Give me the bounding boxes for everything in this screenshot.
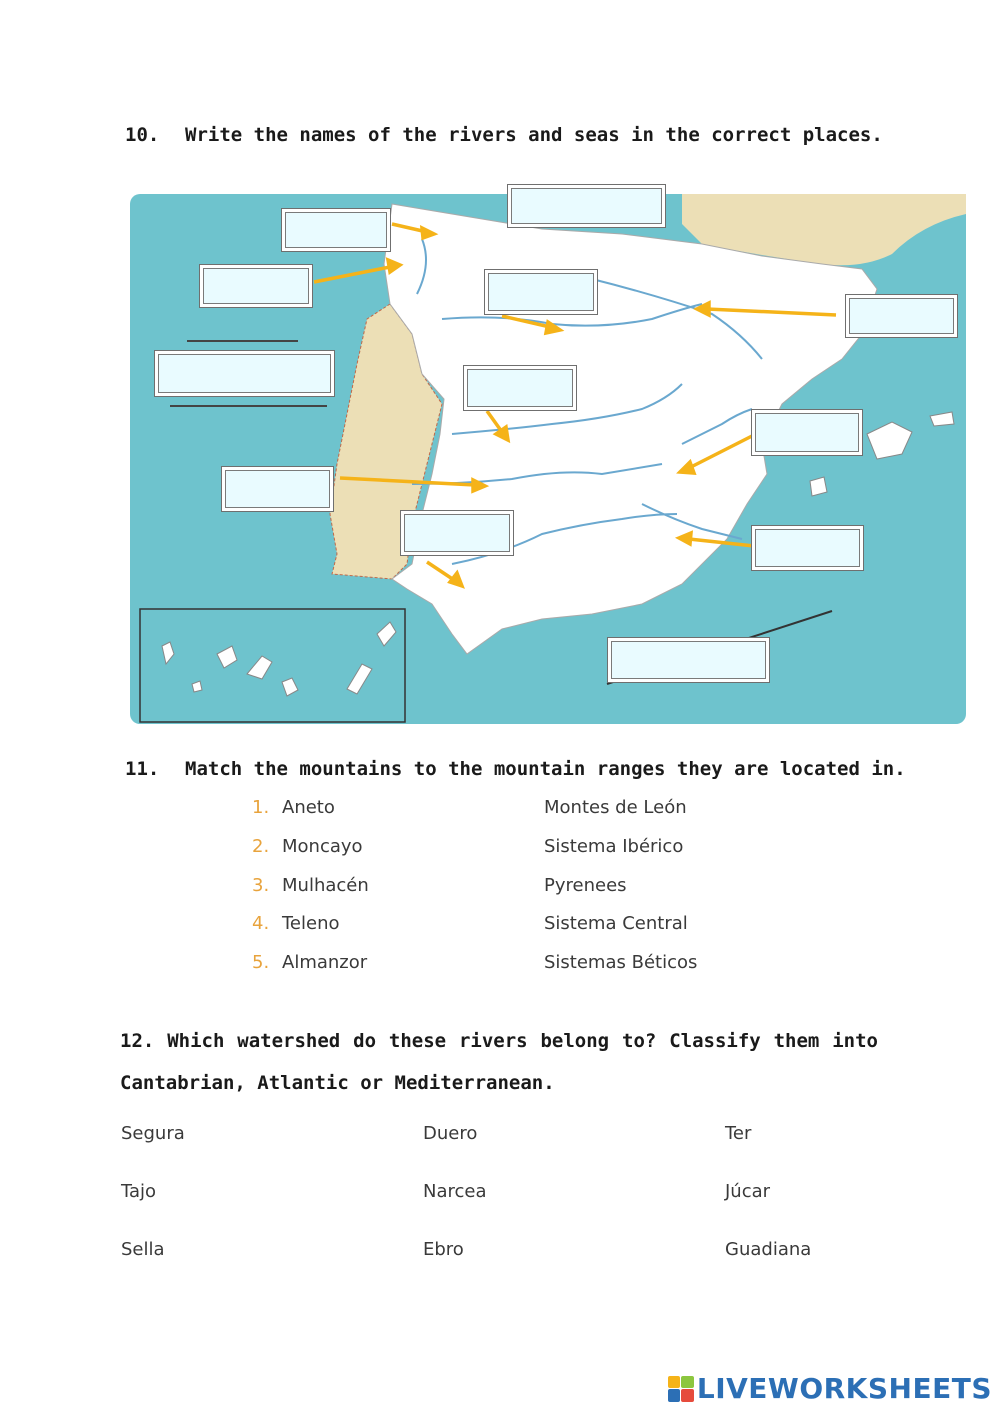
range-item[interactable]: Montes de León	[544, 797, 687, 818]
range-item[interactable]: Sistemas Béticos	[544, 952, 698, 973]
mountain-item[interactable]: 5. Almanzor	[252, 952, 368, 973]
question-11-title	[125, 758, 906, 780]
liveworksheets-icon	[668, 1376, 694, 1402]
answer-box-river-ebro[interactable]	[845, 294, 958, 338]
answer-box-mediterranean-sea[interactable]	[607, 637, 770, 683]
river-item[interactable]: Narcea	[423, 1181, 487, 1202]
range-item[interactable]: Pyrenees	[544, 875, 627, 896]
answer-box-river-nw-1[interactable]	[281, 208, 391, 252]
answer-box-river-duero[interactable]	[484, 269, 598, 315]
river-item[interactable]: Duero	[423, 1123, 478, 1144]
question-number: 12.	[120, 1030, 155, 1052]
river-item[interactable]: Guadiana	[725, 1239, 812, 1260]
answer-box-river-nw-2[interactable]	[199, 264, 313, 308]
liveworksheets-logo[interactable]	[668, 1372, 992, 1405]
mountain-item[interactable]: 4. Teleno	[252, 913, 340, 934]
mountain-item[interactable]: 2. Moncayo	[252, 836, 363, 857]
question-text: Match the mountains to the mountain ranges they are located in.	[185, 758, 906, 780]
river-item[interactable]: Sella	[121, 1239, 165, 1260]
question-text: Which watershed do these rivers belong to? Classify them into Cantabrian, Atlantic or Mediterranean.	[120, 1030, 878, 1094]
answer-box-cantabrian-sea[interactable]	[507, 184, 666, 228]
mountain-item[interactable]: 3. Mulhacén	[252, 875, 369, 896]
river-item[interactable]: Ter	[725, 1123, 752, 1144]
answer-box-atlantic-ocean[interactable]	[154, 350, 335, 397]
river-item[interactable]: Ebro	[423, 1239, 464, 1260]
answer-box-river-guadalquivir[interactable]	[400, 510, 514, 556]
question-number: 10.	[125, 124, 160, 146]
river-item[interactable]: Júcar	[725, 1181, 771, 1202]
answer-box-river-guadiana[interactable]	[221, 466, 334, 512]
answer-box-river-jucar[interactable]	[751, 409, 863, 456]
mountain-item[interactable]: 1. Aneto	[252, 797, 335, 818]
answer-box-river-tajo[interactable]	[463, 365, 577, 411]
brand-text: LIVEWORKSHEETS	[696, 1372, 992, 1405]
question-number: 11.	[125, 758, 160, 780]
river-item[interactable]: Segura	[121, 1123, 185, 1144]
question-12-title	[120, 1020, 878, 1104]
range-item[interactable]: Sistema Central	[544, 913, 688, 934]
question-text: Write the names of the rivers and seas in the correct places.	[185, 124, 883, 146]
river-item[interactable]: Tajo	[121, 1181, 157, 1202]
range-item[interactable]: Sistema Ibérico	[544, 836, 684, 857]
ibiza-land	[810, 477, 827, 496]
question-10-title	[125, 124, 883, 146]
answer-box-river-segura[interactable]	[751, 525, 864, 571]
